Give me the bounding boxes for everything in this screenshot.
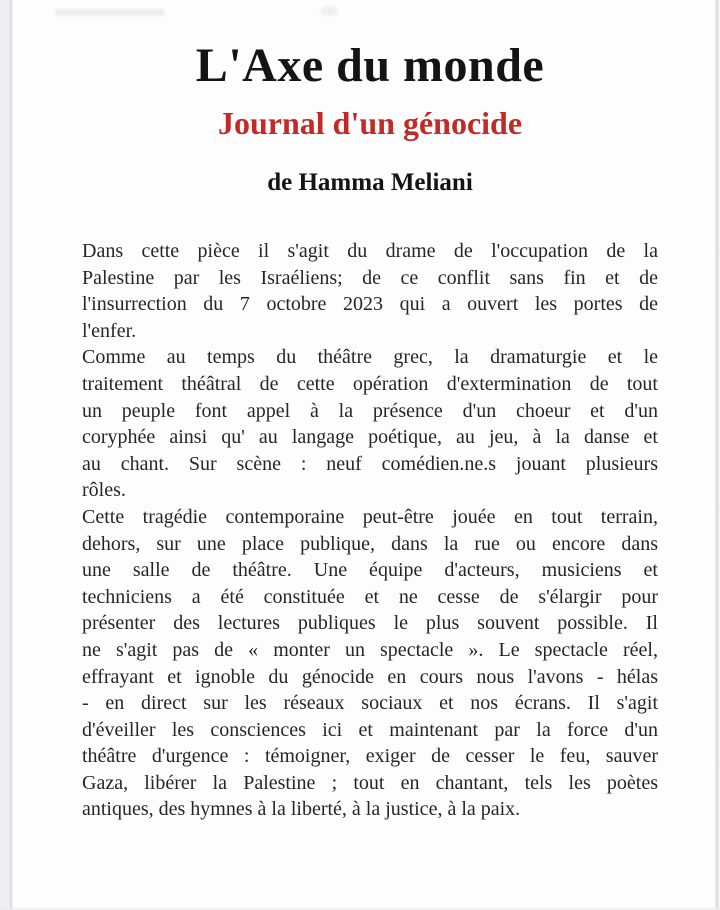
text-line: l'enfer. — [82, 319, 137, 342]
text-line: antiques, des hymnes à la liberté, à la justice, à la paix. — [82, 798, 521, 821]
text-line: ne s'agit pas de « monter un spectacle ». Le spectacle réel, — [82, 638, 658, 661]
text-line: traitement théâtral de cette opération d'extermination de tout — [82, 372, 658, 395]
scan-edge-left — [0, 0, 13, 910]
body-text — [82, 238, 658, 823]
paragraph — [82, 504, 658, 823]
text-line: au chant. Sur scène : neuf comédien.ne.s jouant plusieurs — [82, 452, 658, 475]
text-line: effrayant et ignoble du génocide en cours nous l'avons - hélas — [82, 665, 658, 688]
author-line: de Hamma Meliani — [267, 169, 473, 196]
text-line: Comme au temps du théâtre grec, la dramaturgie et le — [82, 346, 658, 369]
page-subtitle: Journal d'un génocide — [217, 105, 523, 141]
text-line: une salle de théâtre. Une équipe d'acteurs, musiciens et — [82, 559, 658, 582]
text-line: dehors, sur une place publique, dans la rue ou encore dans — [82, 532, 658, 555]
text-line: - en direct sur les réseaux sociaux et nos écrans. Il s'agit — [82, 692, 658, 715]
document-page — [13, 0, 715, 910]
text-line: Cette tragédie contemporaine peut-être jouée en tout terrain, — [82, 505, 658, 528]
text-line: Palestine par les Israéliens; de ce conflit sans fin et de — [82, 266, 658, 289]
text-line: présenter des lectures publiques le plus souvent possible. Il — [82, 612, 658, 635]
scan-edge-right — [715, 0, 720, 910]
text-line: rôles. — [82, 479, 126, 502]
text-line: Dans cette pièce il s'agit du drame de l'occupation de la — [82, 240, 658, 262]
text-line: d'éveiller les consciences ici et maintenant par la force d'un — [82, 718, 658, 741]
page-title: L'Axe du monde — [195, 39, 545, 92]
text-line: un peuple font appel à la présence d'un choeur et d'un — [82, 399, 658, 422]
text-line: Gaza, libérer la Palestine ; tout en chantant, tels les poètes — [82, 771, 658, 794]
text-line: l'insurrection du 7 octobre 2023 qui a ouvert les portes de — [82, 293, 658, 316]
paragraph — [82, 344, 658, 504]
text-line: théâtre d'urgence : témoigner, exiger de cesser le feu, sauver — [82, 745, 658, 768]
paragraph — [82, 238, 658, 344]
text-line: coryphée ainsi qu' au langage poétique, au jeu, à la danse et — [82, 426, 658, 449]
text-line: techniciens a été constituée et ne cesse de s'élargir pour — [82, 585, 658, 608]
